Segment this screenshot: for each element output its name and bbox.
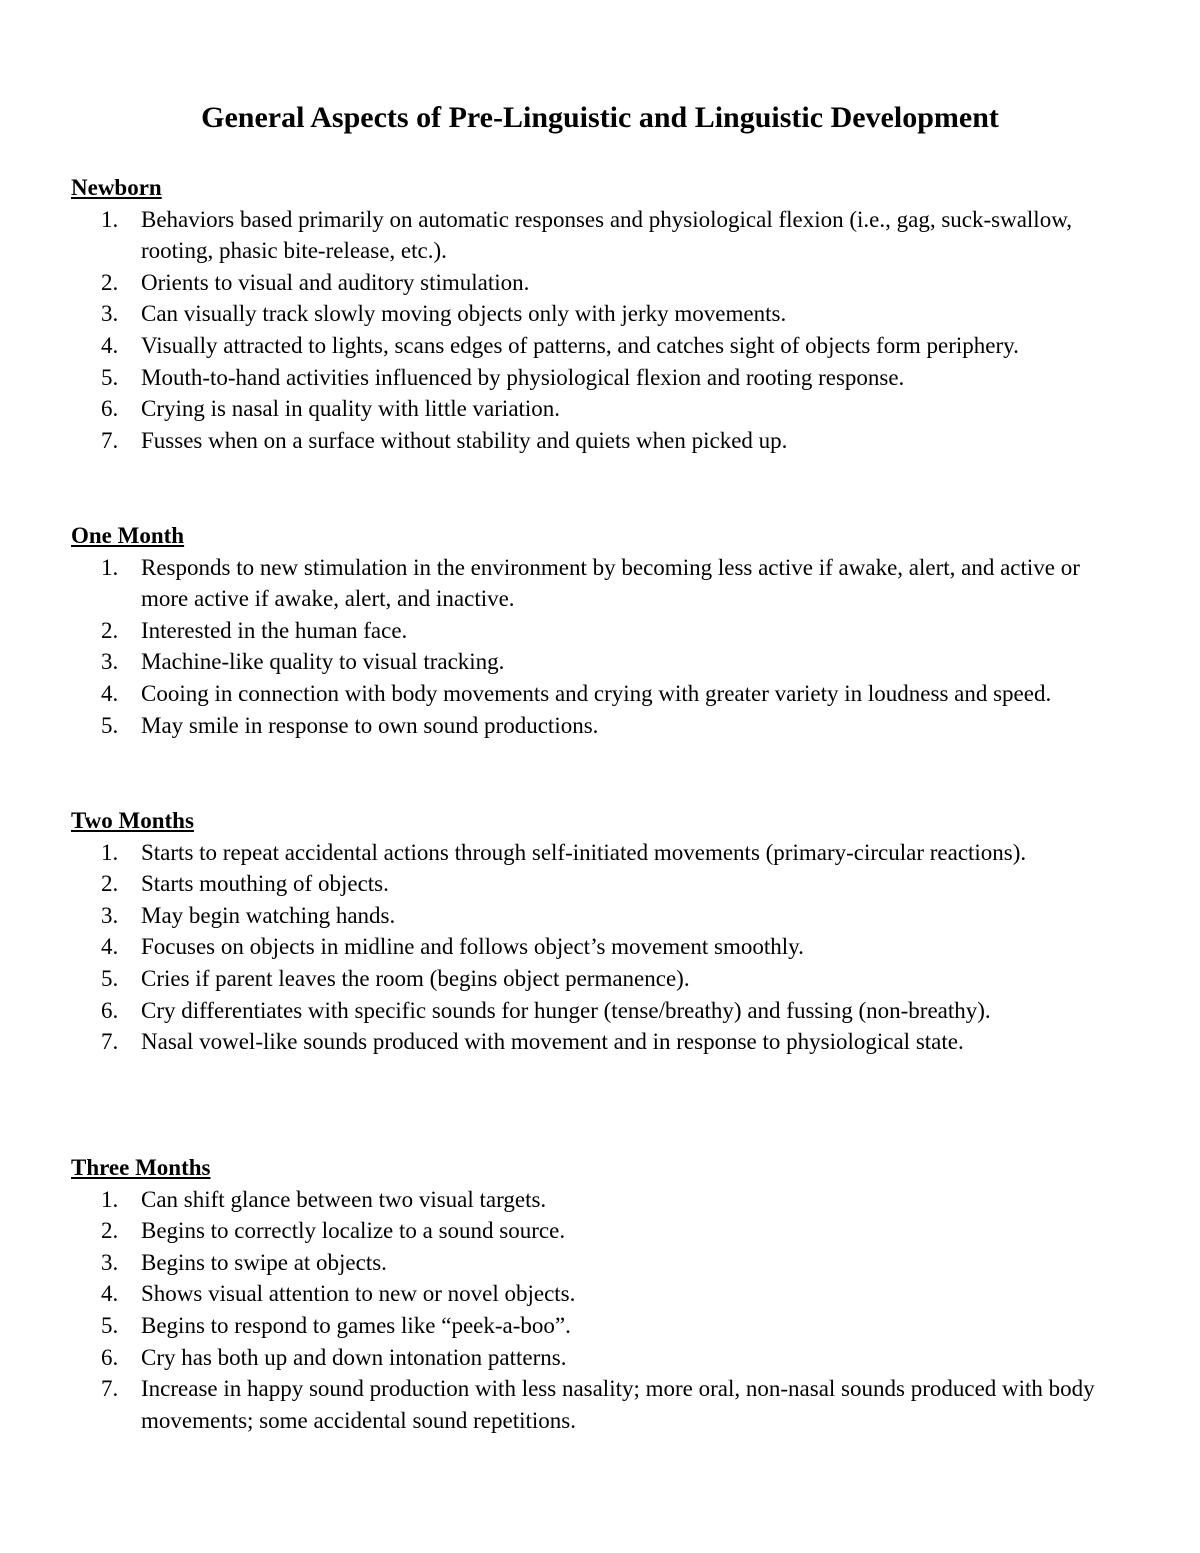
- item-text: Begins to respond to games like “peek-a-boo”.: [141, 1312, 571, 1338]
- item-list: [71, 204, 1131, 457]
- item-number: 6.: [101, 1344, 119, 1370]
- item-number: 4.: [101, 1281, 119, 1307]
- item-list: [71, 552, 1131, 742]
- item-number: 4.: [101, 934, 119, 960]
- item-text: May smile in response to own sound productions.: [141, 712, 599, 738]
- item-text: Focuses on objects in midline and follows object’s movement smoothly.: [141, 934, 804, 960]
- item-number: 2.: [101, 269, 119, 295]
- list-item: [71, 552, 1131, 615]
- section-three-months: [71, 1152, 1131, 1436]
- list-item: [71, 1247, 1131, 1279]
- item-number: 6.: [101, 997, 119, 1023]
- item-text: Cry has both up and down intonation patterns.: [141, 1344, 567, 1370]
- item-number: 4.: [101, 680, 119, 706]
- item-text: Increase in happy sound production with less nasality; more oral, non-nasal sounds produced with body movements; some accidental sound repetitions.: [141, 1376, 1095, 1433]
- item-text: Cry differentiates with specific sounds for hunger (tense/breathy) and fussing (non-breathy).: [141, 997, 991, 1023]
- item-text: Machine-like quality to visual tracking.: [141, 649, 505, 675]
- item-text: Visually attracted to lights, scans edges of patterns, and catches sight of objects form periphery.: [141, 332, 1019, 358]
- item-list: [71, 837, 1131, 1058]
- item-number: 5.: [101, 1312, 119, 1338]
- list-item: [71, 393, 1131, 425]
- list-item: [71, 1215, 1131, 1247]
- list-item: [71, 330, 1131, 362]
- item-number: 2.: [101, 1218, 119, 1244]
- item-number: 6.: [101, 396, 119, 422]
- item-text: Begins to swipe at objects.: [141, 1249, 387, 1275]
- item-number: 1.: [101, 839, 119, 865]
- item-text: Cooing in connection with body movements and crying with greater variety in loudness and speed.: [141, 680, 1052, 706]
- section-newborn: [71, 172, 1131, 456]
- section-two-months: [71, 805, 1131, 1058]
- list-item: [71, 362, 1131, 394]
- list-item: [71, 1184, 1131, 1216]
- list-item: [71, 963, 1131, 995]
- item-number: 7.: [101, 1029, 119, 1055]
- list-item: [71, 615, 1131, 647]
- list-item: [71, 1310, 1131, 1342]
- item-text: Cries if parent leaves the room (begins object permanence).: [141, 965, 690, 991]
- item-text: Orients to visual and auditory stimulation.: [141, 269, 530, 295]
- item-number: 2.: [101, 617, 119, 643]
- item-text: Nasal vowel-like sounds produced with movement and in response to physiological state.: [141, 1029, 964, 1055]
- list-item: [71, 1373, 1131, 1436]
- list-item: [71, 995, 1131, 1027]
- item-number: 3.: [101, 649, 119, 675]
- item-number: 7.: [101, 1376, 119, 1402]
- item-number: 3.: [101, 902, 119, 928]
- list-item: [71, 1342, 1131, 1374]
- item-text: Responds to new stimulation in the environment by becoming less active if awake, alert, and active or more active if awake, alert, and inactive.: [141, 554, 1080, 612]
- list-item: [71, 646, 1131, 678]
- item-number: 1.: [101, 1186, 119, 1212]
- list-item: [71, 1278, 1131, 1310]
- item-text: Interested in the human face.: [141, 617, 408, 643]
- item-text: Starts mouthing of objects.: [141, 871, 389, 897]
- item-number: 3.: [101, 1249, 119, 1275]
- list-item: [71, 298, 1131, 330]
- item-number: 3.: [101, 301, 119, 327]
- list-item: [71, 678, 1131, 710]
- item-number: 7.: [101, 427, 119, 453]
- item-number: 4.: [101, 332, 119, 358]
- section-heading: Two Months: [71, 808, 194, 833]
- item-number: 5.: [101, 712, 119, 738]
- item-number: 5.: [101, 965, 119, 991]
- item-list: [71, 1184, 1131, 1437]
- item-text: Fusses when on a surface without stability and quiets when picked up.: [141, 427, 788, 453]
- section-one-month: [71, 520, 1131, 741]
- item-text: Shows visual attention to new or novel objects.: [141, 1281, 576, 1307]
- list-item: [71, 837, 1131, 869]
- list-item: [71, 931, 1131, 963]
- item-text: Can shift glance between two visual targets.: [141, 1186, 547, 1212]
- item-number: 1.: [101, 554, 119, 580]
- item-number: 1.: [101, 206, 119, 232]
- item-text: Behaviors based primarily on automatic responses and physiological flexion (i.e., gag, suck-swallow, rooting, phasic bite-release, etc.).: [141, 206, 1073, 264]
- list-item: [71, 204, 1131, 267]
- item-number: 2.: [101, 871, 119, 897]
- item-text: Begins to correctly localize to a sound source.: [141, 1218, 566, 1244]
- document-title: General Aspects of Pre-Linguistic and Linguistic Development: [201, 101, 999, 134]
- section-heading: Three Months: [71, 1155, 211, 1180]
- list-item: [71, 710, 1131, 742]
- item-text: Crying is nasal in quality with little variation.: [141, 396, 561, 422]
- list-item: [71, 267, 1131, 299]
- list-item: [71, 425, 1131, 457]
- list-item: [71, 1026, 1131, 1058]
- list-item: [71, 868, 1131, 900]
- section-heading: One Month: [71, 523, 185, 548]
- list-item: [71, 900, 1131, 932]
- item-number: 5.: [101, 364, 119, 390]
- item-text: Mouth-to-hand activities influenced by physiological flexion and rooting response.: [141, 364, 905, 390]
- section-heading: Newborn: [71, 175, 162, 200]
- item-text: Can visually track slowly moving objects only with jerky movements.: [141, 301, 787, 327]
- item-text: Starts to repeat accidental actions through self-initiated movements (primary-circular reactions).: [141, 839, 1027, 865]
- item-text: May begin watching hands.: [141, 902, 396, 928]
